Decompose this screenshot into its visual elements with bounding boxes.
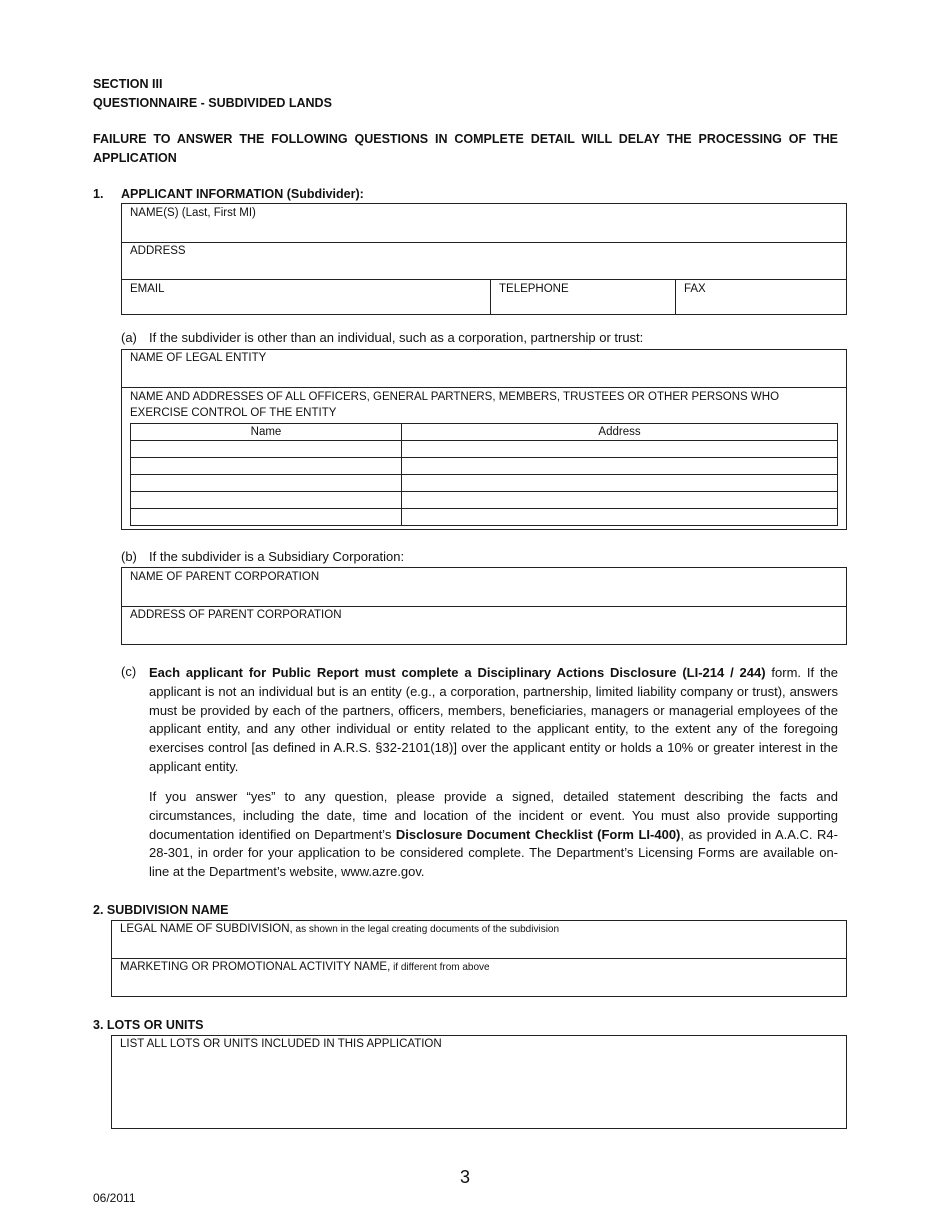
table-row (131, 475, 838, 492)
legal-entity-box (121, 349, 847, 530)
yes-answer-text: If you answer “yes” to any question, please provide a signed, detailed statement describing the facts and circumstances, including the date, time and location of the incident or event. You must also provide supporting documentation identified on Department’s (149, 789, 838, 842)
officer-address-cell[interactable] (402, 441, 838, 458)
parent-corporation-box (121, 567, 847, 645)
subsection-c-marker: (c) (121, 664, 137, 679)
applicant-fax-field[interactable]: FAX (684, 283, 706, 295)
table-row (131, 509, 838, 526)
divider (122, 279, 846, 280)
divider (122, 242, 846, 243)
officer-name-cell[interactable] (131, 492, 402, 509)
disclosure-paragraph (149, 664, 838, 777)
subsection-a-text: If the subdivider is other than an individual, such as a corporation, partnership or trust: (149, 330, 644, 345)
table-row (131, 441, 838, 458)
page-number: 3 (460, 1167, 471, 1187)
officer-name-cell[interactable] (131, 475, 402, 492)
column-header-address: Address (402, 424, 838, 441)
subsection-b-text: If the subdivider is a Subsidiary Corporation: (149, 549, 405, 564)
lots-units-box (111, 1035, 847, 1129)
officer-address-cell[interactable] (402, 492, 838, 509)
applicant-info-box (121, 203, 847, 315)
applicant-name-field[interactable]: NAME(S) (Last, First MI) (130, 207, 256, 219)
section-3-title: 3. LOTS OR UNITS (93, 1018, 204, 1032)
divider (490, 279, 491, 314)
section-1-title: APPLICANT INFORMATION (Subdivider): (121, 187, 364, 201)
legal-name-note: as shown in the legal creating documents of the subdivision (292, 924, 560, 935)
parent-corporation-address-field[interactable]: ADDRESS OF PARENT CORPORATION (130, 609, 342, 621)
section-number: SECTION III (93, 77, 163, 91)
legal-entity-name-field[interactable]: NAME OF LEGAL ENTITY (130, 352, 267, 364)
marketing-name-field[interactable] (120, 959, 490, 976)
officer-address-cell[interactable] (402, 458, 838, 475)
legal-name-label: LEGAL NAME OF SUBDIVISION, (120, 923, 293, 935)
column-header-name: Name (131, 424, 402, 441)
yes-answer-text-end: , as provided in A.A.C. R4-28-301, in order for your application to be considered complete. The Department’s Licensing Forms are available on-line at the Department’s website, www.azre.gov. (149, 826, 838, 880)
marketing-name-label: MARKETING OR PROMOTIONAL ACTIVITY NAME, (120, 961, 391, 973)
officer-name-cell[interactable] (131, 458, 402, 475)
officer-name-cell[interactable] (131, 441, 402, 458)
officers-label: NAME AND ADDRESSES OF ALL OFFICERS, GENERAL PARTNERS, MEMBERS, TRUSTEES OR OTHER PERSONS WHO EXERCISE CONTROL OF THE ENTITY (130, 391, 780, 419)
page-title: QUESTIONNAIRE - SUBDIVIDED LANDS (93, 96, 332, 110)
subdivision-name-box (111, 920, 847, 997)
parent-corporation-name-field[interactable]: NAME OF PARENT CORPORATION (130, 571, 320, 583)
applicant-email-field[interactable]: EMAIL (130, 283, 165, 295)
marketing-name-note: if different from above (390, 962, 490, 973)
officer-address-cell[interactable] (402, 509, 838, 526)
disclosure-form-emphasis: Each applicant for Public Report must complete a Disciplinary Actions Disclosure (LI-214 / 244) (149, 665, 766, 680)
applicant-telephone-field[interactable]: TELEPHONE (499, 283, 569, 295)
section-1-number: 1. (93, 187, 104, 201)
section-2-title: 2. SUBDIVISION NAME (93, 903, 229, 917)
officer-name-cell[interactable] (131, 509, 402, 526)
checklist-form-emphasis: Disclosure Document Checklist (Form LI-400) (395, 826, 681, 842)
divider (122, 387, 846, 388)
table-row (131, 492, 838, 509)
lots-units-field[interactable]: LIST ALL LOTS OR UNITS INCLUDED IN THIS APPLICATION (120, 1038, 442, 1050)
divider (675, 279, 676, 314)
table-row (131, 458, 838, 475)
disclosure-text: form. If the applicant is not an individual but is an entity (e.g., a corporation, partnership, limited liability company or trust), answers must be provided by each of the partners, officers, members, beneficiaries, managers or managerial employees of the applicant entity, and any other individual or entity related to the applicant entity, to the extent any of the foregoing exercises control [as defined in A.R.S. §32-2101(18)] over the applicant entity or holds a 10% or greater interest in the applicant entity. (149, 665, 838, 774)
revision-date: 06/2011 (93, 1191, 136, 1205)
applicant-address-field[interactable]: ADDRESS (130, 245, 186, 257)
warning-notice: FAILURE TO ANSWER THE FOLLOWING QUESTIONS IN COMPLETE DETAIL WILL DELAY THE PROCESSING OF THE APPLICATION (93, 132, 838, 165)
legal-subdivision-name-field[interactable] (120, 921, 559, 938)
subsection-a-marker: (a) (121, 330, 137, 345)
officers-table (130, 423, 838, 526)
officer-address-cell[interactable] (402, 475, 838, 492)
subsection-b-marker: (b) (121, 549, 137, 564)
yes-answer-paragraph (149, 788, 838, 882)
